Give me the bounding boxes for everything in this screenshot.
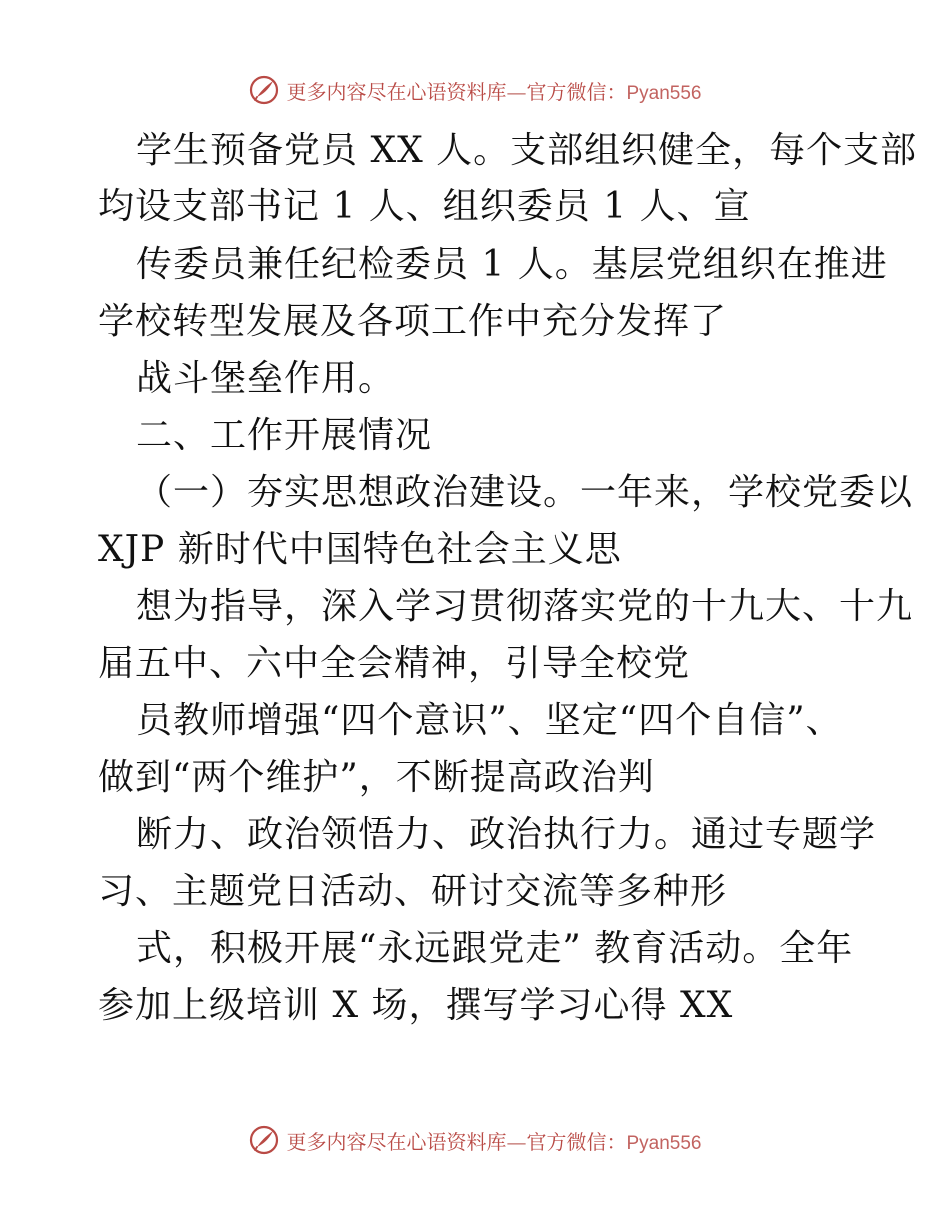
body-line: 做到“两个维护”，不断提高政治判: [98, 757, 655, 798]
watermark-text: 更多内容尽在心语资料库—官方微信：Pyan556: [286, 1129, 702, 1154]
header-watermark: [0, 72, 950, 108]
body-line: 学生预备党员 XX 人。支部组织健全，每个支部: [136, 130, 918, 171]
footer-watermark: [0, 1122, 950, 1158]
quill-pen-logo-icon: [248, 1124, 280, 1156]
body-line: 想为指导，深入学习贯彻落实党的十九大、十九: [136, 586, 914, 627]
body-line: 传委员兼任纪检委员 1 人。基层党组织在推进: [136, 244, 888, 285]
body-line: XJP 新时代中国特色社会主义思: [98, 529, 622, 570]
section-heading: 二、工作开展情况: [136, 415, 433, 456]
body-line: 参加上级培训 X 场，撰写学习心得 XX: [98, 985, 734, 1026]
subsection-heading: （一）夯实思想政治建设。一年来，学校党委以: [136, 472, 914, 513]
body-line: 均设支部书记 1 人、组织委员 1 人、宣: [98, 186, 751, 227]
body-line: 员教师增强“四个意识”、坚定“四个自信”、: [136, 700, 843, 741]
quill-pen-logo-icon: [248, 74, 280, 106]
body-line: 战斗堡垒作用。: [136, 358, 396, 399]
body-line: 式，积极开展“永远跟党走” 教育活动。全年: [136, 928, 854, 969]
watermark-text: 更多内容尽在心语资料库—官方微信：Pyan556: [286, 79, 702, 104]
body-line: 习、主题党日活动、研讨交流等多种形: [98, 871, 728, 912]
body-line: 届五中、六中全会精神，引导全校党: [98, 643, 691, 684]
body-line: 断力、政治领悟力、政治执行力。通过专题学: [136, 814, 877, 855]
body-line: 学校转型发展及各项工作中充分发挥了: [98, 301, 728, 342]
